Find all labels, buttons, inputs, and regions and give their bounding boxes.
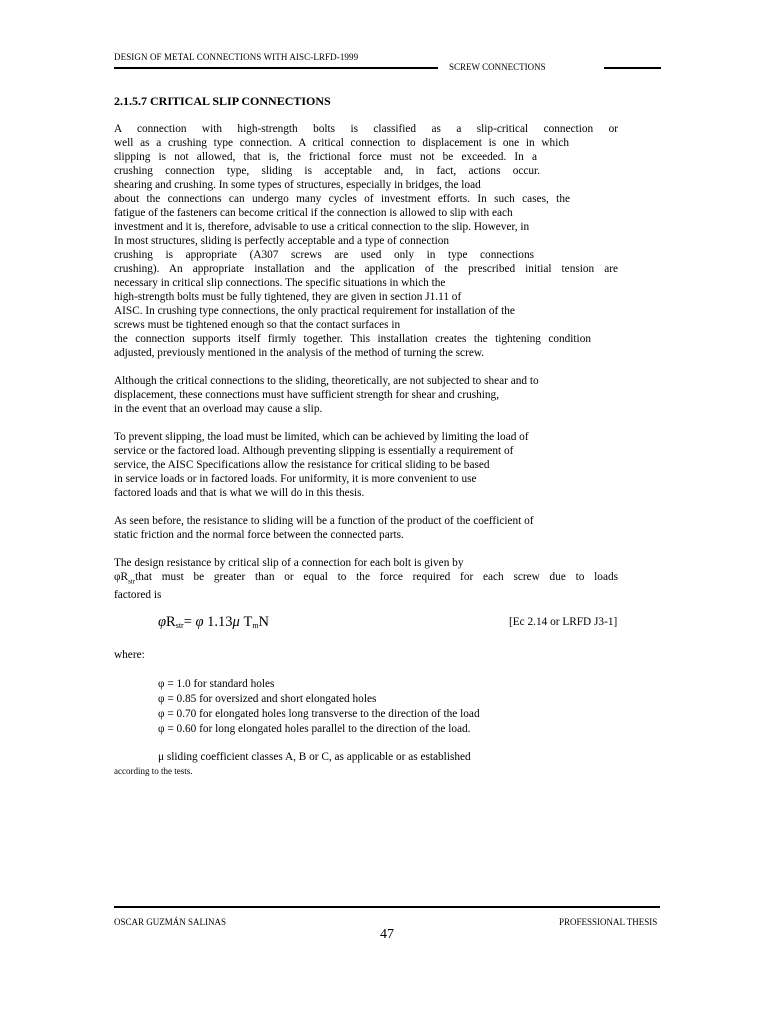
text-line: displacement, these connections must have sufficient strength for shear and crushing,: [114, 389, 500, 401]
footer-author: OSCAR GUZMÁN SALINAS: [114, 917, 227, 927]
text-line: factored is: [114, 589, 162, 602]
text-line: A connection with high-strength bolts is classified as a slip-critical connection or: [114, 123, 618, 135]
text-line: screws must be tightened enough so that the contact surfaces in: [114, 319, 401, 331]
text-line: [114, 570, 618, 588]
where-label: where:: [114, 649, 145, 661]
mu-definition: μ sliding coefficient classes A, B or C, as applicable or as established: [158, 751, 471, 763]
formula-mu: μ: [232, 614, 240, 630]
phi-value-item: φ = 1.0 for standard holes: [158, 678, 275, 690]
text-line: factored loads and that is what we will do in this thesis.: [114, 487, 365, 499]
text-line: about the connections can undergo many cycles of investment efforts. In such cases, the: [114, 193, 570, 205]
formula-coefficient: 1.13: [203, 614, 233, 630]
text-line: shearing and crushing. In some types of structures, especially in bridges, the load: [114, 179, 481, 191]
text-line: investment and it is, therefore, advisable to use a critical connection to the slip. However, in: [114, 221, 530, 233]
running-header-title: DESIGN OF METAL CONNECTIONS WITH AISC-LRFD-1999: [114, 52, 359, 62]
text-line: The design resistance by critical slip of a connection for each bolt is given by: [114, 557, 464, 569]
text-line-rest: that must be greater than or equal to the force required for each screw due to loads: [135, 571, 618, 583]
text-line: fatigue of the fasteners can become critical if the connection is allowed to slip with each: [114, 207, 513, 219]
page-number: 47: [380, 927, 394, 942]
mu-definition-continuation: according to the tests.: [114, 766, 193, 776]
paragraph-5: [114, 556, 620, 602]
formula-r-sub: str: [175, 621, 184, 630]
text-line: necessary in critical slip connections. The specific situations in which the: [114, 277, 446, 289]
text-line: crushing is appropriate (A307 screws are used only in type connections: [114, 249, 534, 261]
text-line: static friction and the normal force between the connected parts.: [114, 529, 404, 541]
formula-phi: φ: [158, 614, 167, 630]
formula-t: T: [239, 614, 253, 630]
footer-thesis-label: PROFESSIONAL THESIS: [559, 917, 658, 927]
section-title: 2.1.5.7 CRITICAL SLIP CONNECTIONS: [114, 94, 331, 108]
body-text: [114, 122, 620, 616]
phi-value-item: φ = 0.60 for long elongated holes parallel to the direction of the load.: [158, 723, 471, 735]
phi-value-item: φ = 0.85 for oversized and short elongated holes: [158, 693, 377, 705]
text-line: Although the critical connections to the sliding, theoretically, are not subjected to shear and to: [114, 375, 539, 387]
paragraph-4: [114, 514, 620, 542]
header-rule-left: [114, 67, 438, 69]
paragraph-3: [114, 430, 620, 500]
formula-equals: =: [183, 614, 196, 630]
paragraph-2: [114, 374, 620, 416]
phi-r-symbol: φR: [114, 571, 129, 583]
header-rule-right: [604, 67, 661, 69]
phi-r-subscript: str: [128, 577, 136, 586]
text-line: To prevent slipping, the load must be limited, which can be achieved by limiting the load of: [114, 431, 529, 443]
text-line: AISC. In crushing type connections, the only practical requirement for installation of the: [114, 305, 515, 317]
text-line: in the event that an overload may cause a slip.: [114, 403, 323, 415]
text-line: well as a crushing type connection. A critical connection to displacement is one in which: [114, 137, 569, 149]
formula-r: R: [166, 614, 176, 630]
text-line: crushing). An appropriate installation and the application of the prescribed initial tension are: [114, 263, 618, 275]
footer-rule: [114, 906, 660, 908]
text-line: crushing connection type, sliding is acceptable and, in fact, actions occur.: [114, 165, 540, 177]
formula-n: N: [258, 614, 270, 630]
paragraph-1: [114, 122, 620, 360]
text-line: service, the AISC Specifications allow the resistance for critical sliding to be based: [114, 459, 490, 471]
formula-t-sub: m: [252, 621, 259, 630]
slip-resistance-formula: [158, 614, 269, 631]
running-header-chapter: SCREW CONNECTIONS: [449, 62, 546, 72]
text-line: high-strength bolts must be fully tightened, they are given in section J1.11 of: [114, 291, 462, 303]
phi-values-list: [158, 677, 480, 737]
text-line: As seen before, the resistance to sliding will be a function of the product of the coefficient of: [114, 515, 534, 527]
equation-reference: [Ec 2.14 or LRFD J3-1]: [509, 616, 618, 628]
text-line: adjusted, previously mentioned in the analysis of the method of turning the screw.: [114, 347, 485, 359]
phi-value-item: φ = 0.70 for elongated holes long transverse to the direction of the load: [158, 708, 480, 720]
text-line: in service loads or in factored loads. For uniformity, it is more convenient to use: [114, 473, 477, 485]
text-line: the connection supports itself firmly together. This installation creates the tightening condition: [114, 333, 591, 345]
text-line: service or the factored load. Although preventing slipping is essentially a requirement of: [114, 445, 514, 457]
text-line: In most structures, sliding is perfectly acceptable and a type of connection: [114, 235, 450, 247]
formula-phi-2: φ: [195, 614, 204, 630]
text-line: slipping is not allowed, that is, the frictional force must not be exceeded. In a: [114, 151, 537, 163]
